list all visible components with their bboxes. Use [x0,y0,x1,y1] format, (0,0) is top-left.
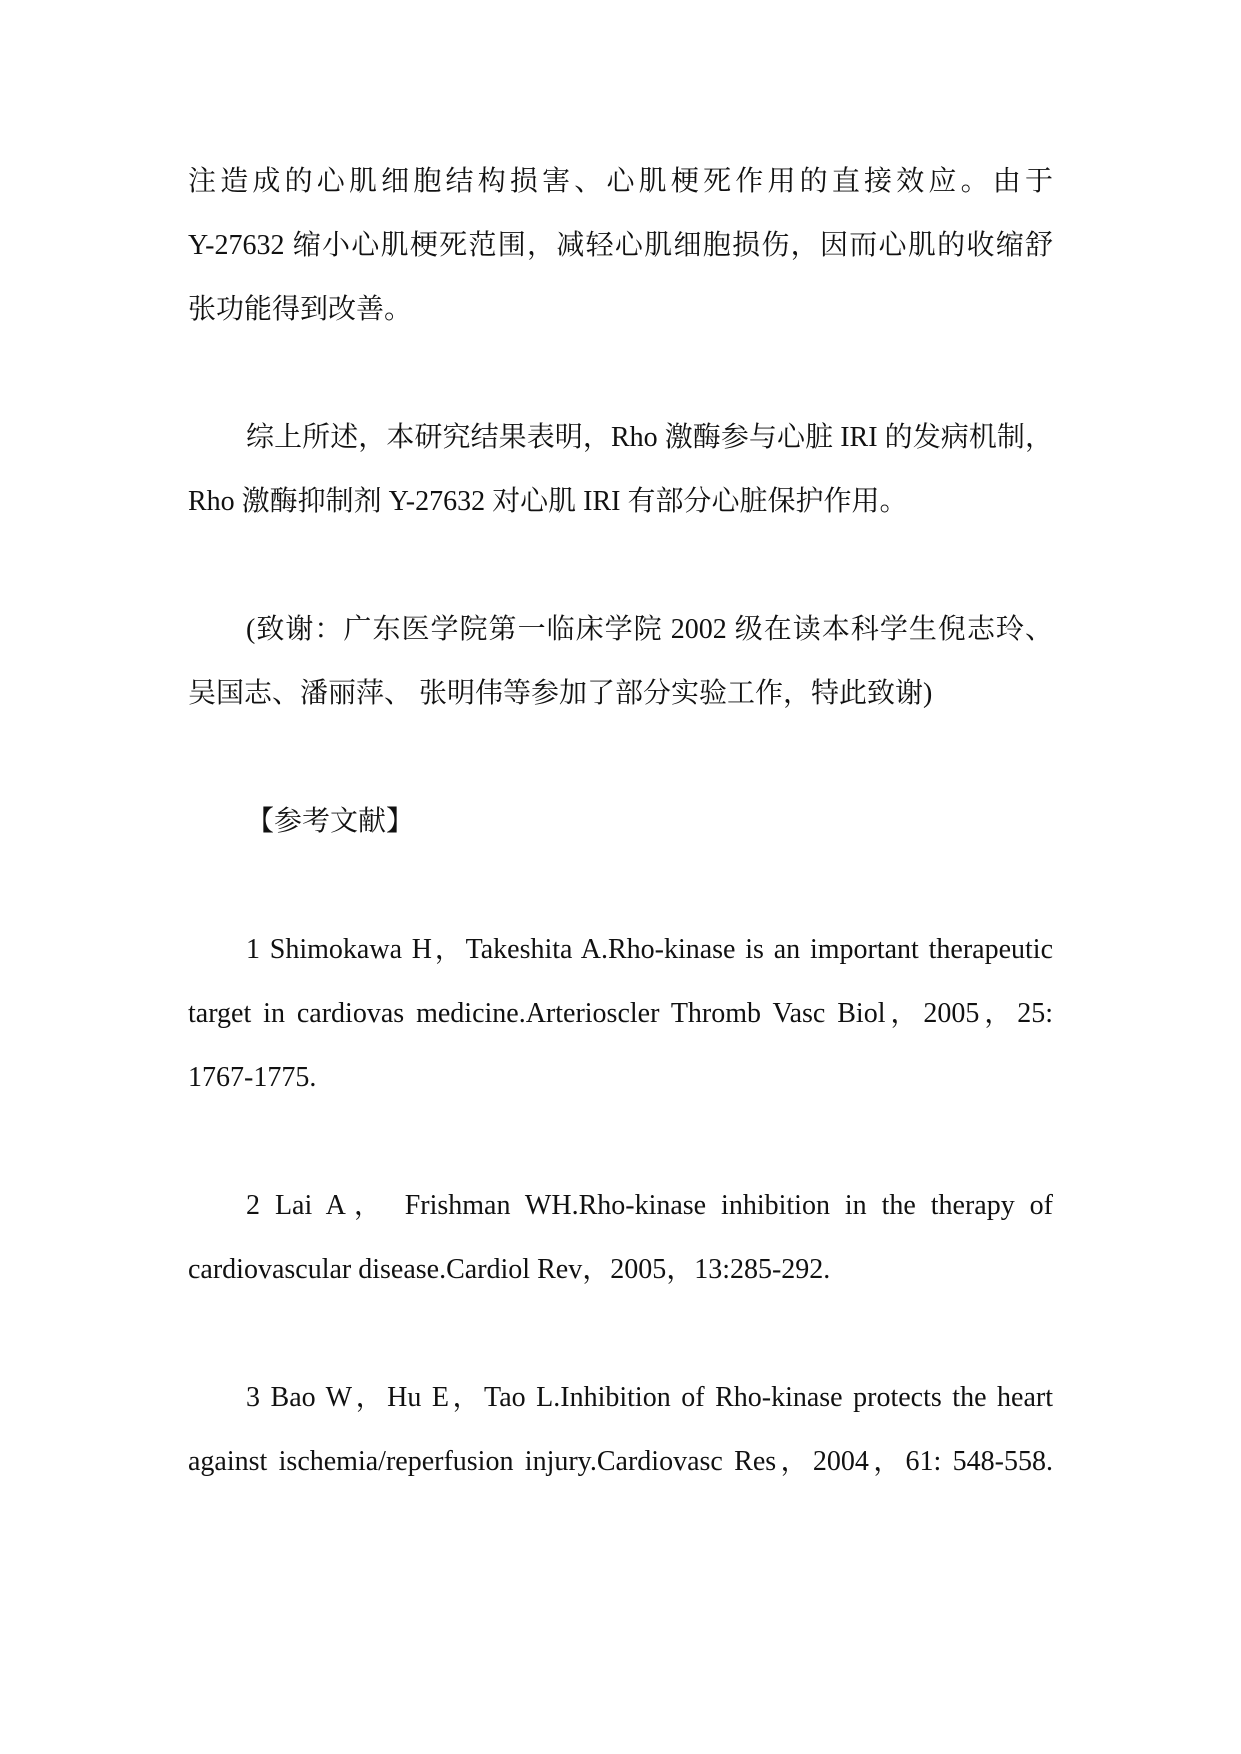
paragraph-2-line-2: Rho 激酶抑制剂 Y-27632 对心肌 IRI 有部分心脏保护作用。 [188,486,908,517]
reference-2-line-1: 2 Lai A， Frishman WH.Rho-kinase inhibition in the therapy of [246,1190,1053,1221]
reference-3-line-1: 3 Bao W，Hu E，Tao L.Inhibition of Rho-kinase protects the heart [246,1382,1053,1413]
paragraph-1-line-1: 注造成的心肌细胞结构损害、心肌梗死作用的直接效应。由于 [188,166,1053,197]
reference-1-line-2: target in cardiovas medicine.Arterioscler Thromb Vasc Biol，2005，25: [188,998,1053,1029]
reference-3-line-2: against ischemia/reperfusion injury.Cardiovasc Res，2004，61: 548-558. [188,1446,1053,1477]
acknowledgement-line-2: 吴国志、潘丽萍、 张明伟等参加了部分实验工作，特此致谢) [188,678,933,709]
paragraph-1-line-2: Y-27632 缩小心肌梗死范围，减轻心肌细胞损伤，因而心肌的收缩舒 [188,230,1053,261]
reference-2-line-2: cardiovascular disease.Cardiol Rev，2005，13:285-292. [188,1254,831,1285]
paragraph-2-line-1: 综上所述，本研究结果表明，Rho 激酶参与心脏 IRI 的发病机制， [246,422,1053,453]
acknowledgement-line-1: (致谢：广东医学院第一临床学院 2002 级在读本科学生倪志玲、 [246,614,1053,645]
paragraph-1-line-3: 张功能得到改善。 [188,294,413,325]
references-heading: 【参考文献】 [246,806,415,837]
reference-1-line-3: 1767-1775. [188,1062,317,1093]
reference-1-line-1: 1 Shimokawa H，Takeshita A.Rho-kinase is an important therapeutic [246,934,1053,965]
